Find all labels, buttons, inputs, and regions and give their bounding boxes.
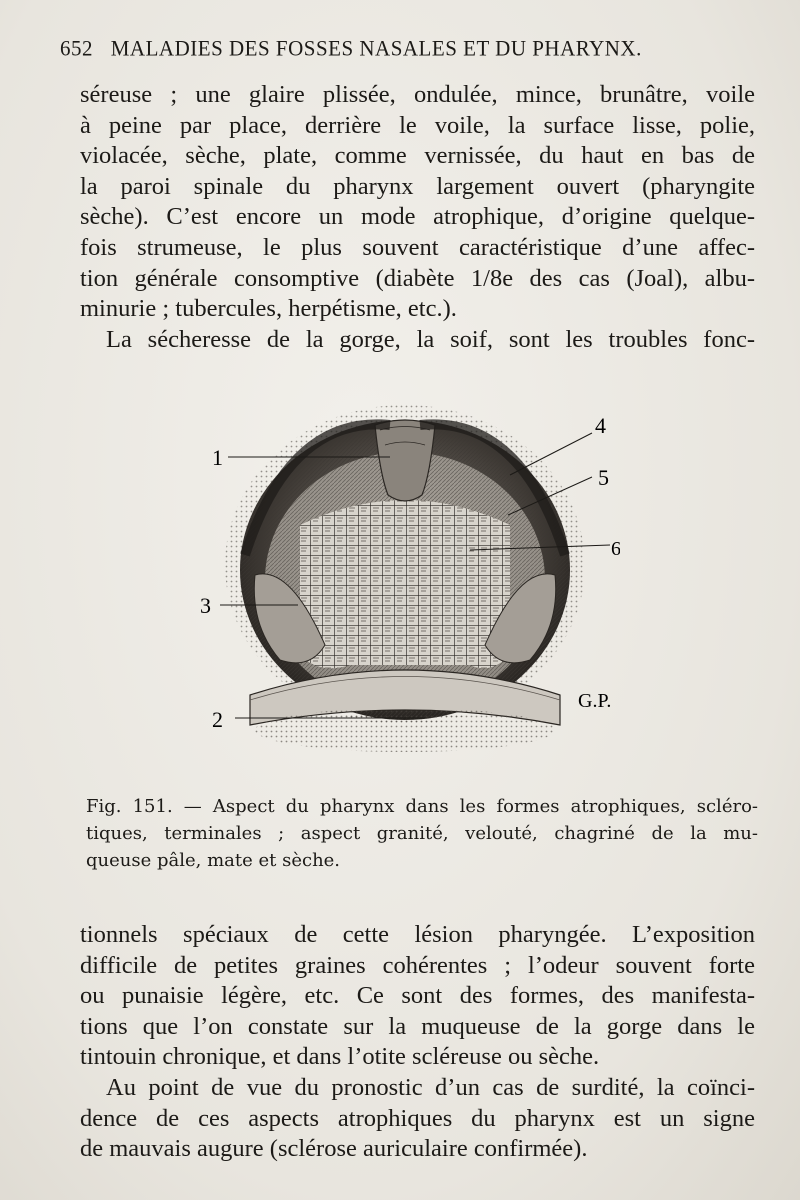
- text-line: La sécheresse de la gorge, la soif, sont les troubles fonc-: [106, 325, 755, 353]
- text-line: tionnels spéciaux de cette lésion pharyngée. L’exposition: [80, 921, 755, 948]
- label-3: 3: [200, 593, 211, 618]
- text-line: de mauvais augure (sclérose auriculaire confirmée).: [80, 1135, 588, 1163]
- running-header: [60, 35, 760, 61]
- label-6: 6: [611, 538, 620, 560]
- paragraph-top: [80, 80, 755, 355]
- text-line: difficile de petites graines cohérentes ; l’odeur souvent forte: [80, 951, 755, 979]
- label-5: 5: [598, 465, 609, 490]
- label-4: 4: [595, 413, 606, 438]
- pharynx-figure: [190, 395, 620, 765]
- label-1: 1: [212, 445, 223, 470]
- text-line: tion générale consomptive (diabète 1/8e des cas (Joal), albu-: [80, 264, 755, 292]
- pharynx-illustration: [190, 395, 620, 765]
- artist-signature: G.P.: [578, 690, 612, 712]
- page-number: 652: [60, 35, 93, 61]
- caption-line: queuse pâle, mate et sèche.: [86, 850, 341, 871]
- caption-line: tiques, terminales ; aspect granité, velouté, chagriné de la mu-: [86, 823, 758, 844]
- text-line: minurie ; tubercules, herpétisme, etc.).: [80, 295, 457, 323]
- figure-caption: [86, 793, 758, 874]
- text-line: Au point de vue du pronostic d’un cas de surdité, la coïnci-: [106, 1073, 755, 1101]
- text-line: sèche). C’est encore un mode atrophique, d’origine quelque-: [80, 203, 755, 231]
- text-line: tions que l’on constate sur la muqueuse de la gorge dans le: [80, 1012, 755, 1040]
- text-line: séreuse ; une glaire plissée, ondulée, mince, brunâtre, voile: [80, 81, 755, 108]
- caption-line: Fig. 151. — Aspect du pharynx dans les formes atrophiques, scléro-: [86, 796, 758, 817]
- label-2: 2: [212, 707, 223, 732]
- granular-wall: [300, 500, 510, 668]
- text-line: dence de ces aspects atrophiques du pharynx est un signe: [80, 1104, 755, 1132]
- text-line: violacée, sèche, plate, comme vernissée, du haut en bas de: [80, 142, 755, 170]
- paragraph-bottom: [80, 920, 755, 1165]
- text-line: tintouin chronique, et dans l’otite scléreuse ou sèche.: [80, 1043, 600, 1071]
- text-line: ou punaisie légère, etc. Ce sont des formes, des manifesta-: [80, 982, 755, 1010]
- text-line: fois strumeuse, le plus souvent caractéristique d’une affec-: [80, 233, 755, 261]
- text-line: la paroi spinale du pharynx largement ouvert (pharyngite: [80, 172, 755, 200]
- text-line: à peine par place, derrière le voile, la surface lisse, polie,: [80, 111, 755, 139]
- running-title: MALADIES DES FOSSES NASALES ET DU PHARYNX.: [110, 35, 642, 61]
